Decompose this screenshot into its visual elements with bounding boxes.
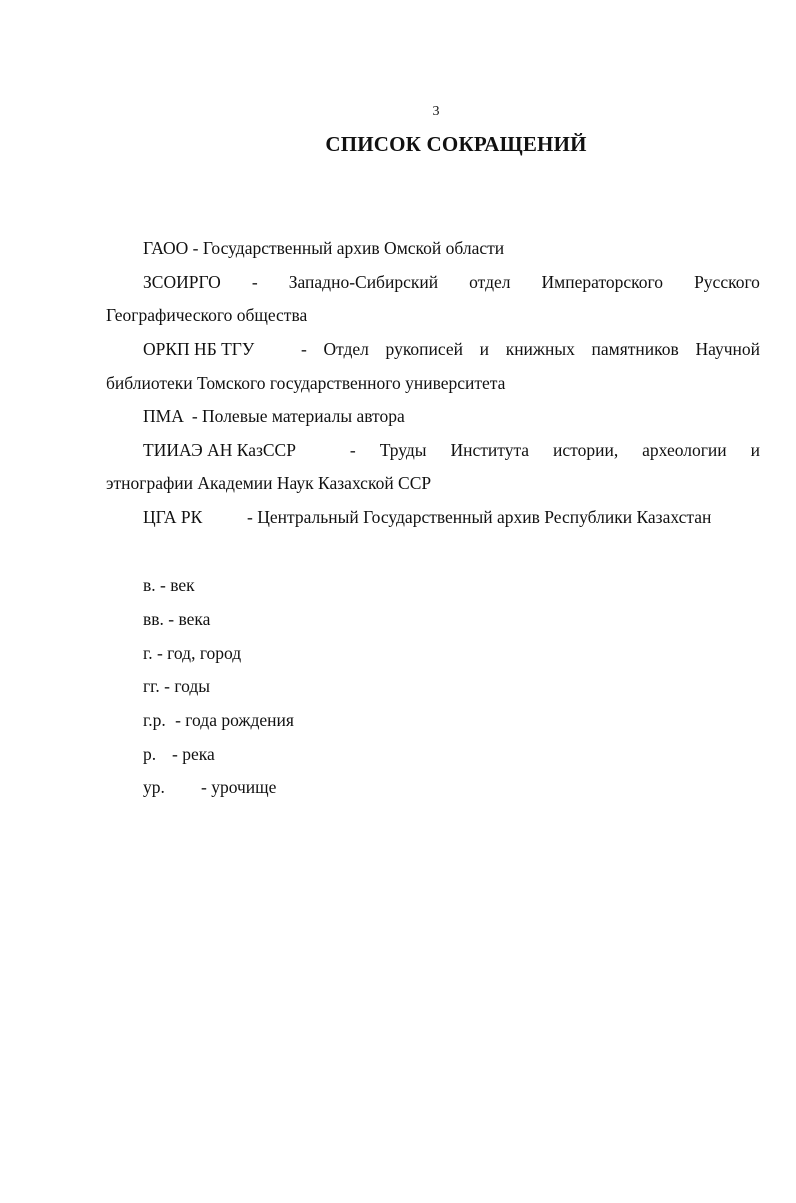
- entry-word: -: [300, 339, 307, 359]
- entry-abbr: ур.: [143, 777, 165, 797]
- entry-orkp-line2: библиотеки Томского государственного университета: [106, 373, 506, 393]
- entry-word: археологии: [642, 440, 727, 460]
- entry-text: - Полевые материалы автора: [191, 406, 405, 426]
- entry-abbr: гг.: [143, 676, 160, 696]
- entry-word: Императорского: [541, 272, 663, 292]
- entry-word: отдел: [469, 272, 511, 292]
- entry-abbr: ЦГА РК: [143, 507, 203, 527]
- short-entry: [143, 642, 760, 664]
- entry-abbr: ГАОО: [143, 238, 189, 258]
- entry-tiiae-line2: этнографии Академии Наук Казахской ССР: [106, 473, 432, 493]
- entry-text: - урочище: [201, 777, 277, 797]
- entry-abbr: р.: [143, 744, 157, 764]
- entry-text: - Государственный архив Омской области: [192, 238, 505, 258]
- page-number: 3: [432, 104, 440, 119]
- short-entry: [143, 574, 760, 596]
- entry-word: рукописей: [385, 339, 464, 359]
- short-entry: [143, 709, 760, 731]
- entry-word: Института: [450, 440, 530, 460]
- short-entry: [143, 743, 760, 765]
- entry-abbr: г.: [143, 643, 153, 663]
- entry-word: Русского: [694, 272, 760, 292]
- entry-tiiae-line1: [143, 439, 760, 461]
- entry-zsoirgo-line1: [143, 271, 760, 293]
- entry-abbr: г.р.: [143, 710, 166, 730]
- entry-text: - год, город: [156, 643, 242, 663]
- entry-word: Научной: [695, 339, 760, 359]
- entry-word: Труды: [379, 440, 427, 460]
- entry-gaoo: [143, 237, 760, 259]
- entry-pma: [143, 405, 760, 427]
- entry-word: книжных: [505, 339, 575, 359]
- entry-word: Западно-Сибирский: [288, 272, 439, 292]
- entry-word: истории,: [553, 440, 619, 460]
- entry-word: и: [750, 440, 760, 460]
- entry-text: - век: [160, 575, 195, 595]
- entry-text: - века: [168, 609, 211, 629]
- entry-text: - река: [172, 744, 215, 764]
- short-entry: [143, 608, 760, 630]
- entry-abbr: вв.: [143, 609, 164, 629]
- entry-word: и: [479, 339, 490, 359]
- entry-word: Отдел: [323, 339, 369, 359]
- entry-abbr: ПМА: [143, 406, 184, 426]
- entry-word: памятников: [591, 339, 679, 359]
- entry-abbr: ЗСОИРГО: [143, 272, 221, 292]
- entry-word: -: [251, 272, 258, 292]
- entry-abbr: ОРКП НБ ТГУ: [143, 339, 255, 359]
- entry-text: - Центральный Государственный архив Республики Казахстан: [247, 507, 712, 527]
- entry-word: -: [349, 440, 356, 460]
- short-entry: [143, 776, 760, 798]
- entry-text: - годы: [164, 676, 210, 696]
- entry-abbr: ТИИАЭ АН КазССР: [143, 440, 296, 460]
- entry-text: - года рождения: [175, 710, 294, 730]
- short-entry: [143, 675, 760, 697]
- entry-tsga: [143, 506, 760, 528]
- entry-zsoirgo-line2: Географического общества: [106, 305, 308, 325]
- page-title: СПИСОК СОКРАЩЕНИЙ: [325, 132, 587, 156]
- entry-abbr: в.: [143, 575, 156, 595]
- entry-orkp-line1: [143, 338, 760, 360]
